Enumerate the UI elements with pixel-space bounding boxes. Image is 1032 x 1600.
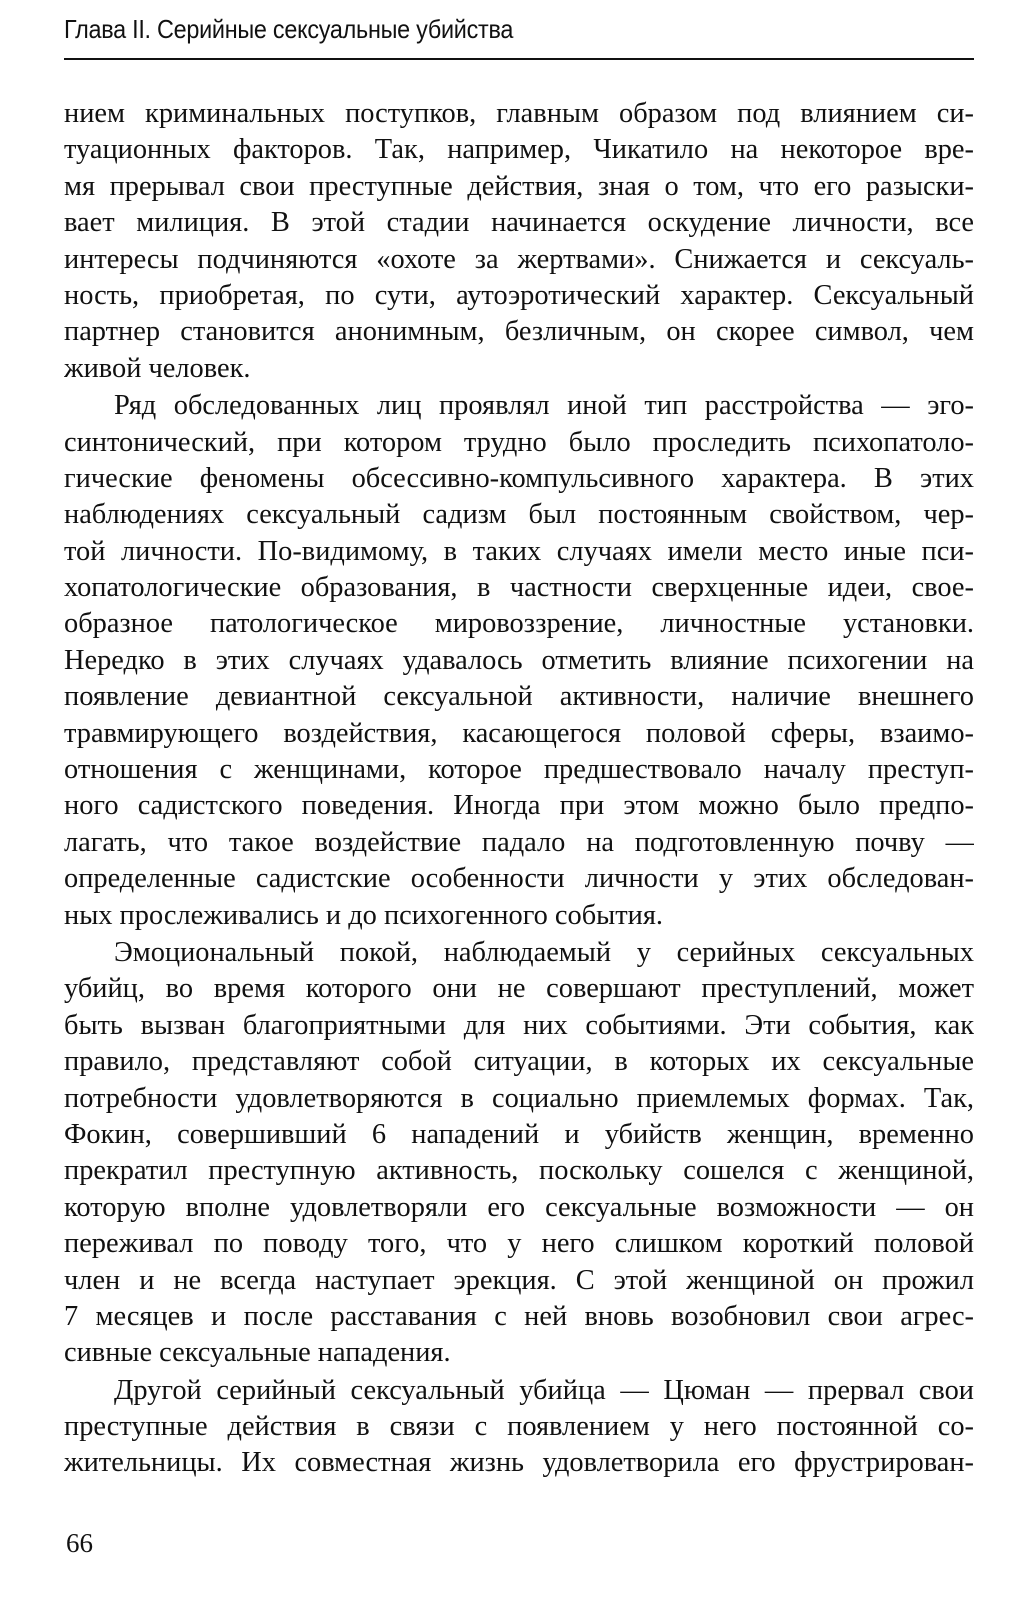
text-line: определенные садистские особенности личности у этих обследован- [64, 863, 974, 895]
text-line: сивные сексуальные нападения. [64, 1337, 451, 1369]
text-line: прекратил преступную активность, поскольку сошелся с женщиной, [64, 1155, 974, 1187]
text-line: убийц, во время которого они не совершают преступлений, может [64, 973, 974, 1005]
text-line: Эмоциональный покой, наблюдаемый у серийных сексуальных [114, 936, 974, 968]
text-line: Фокин, совершивший 6 нападений и убийств женщин, временно [64, 1118, 974, 1150]
text-line: жительницы. Их совместная жизнь удовлетворила его фрустрирован- [64, 1447, 974, 1479]
paragraph-4 [64, 1373, 974, 1482]
text-line: потребности удовлетворяются в социально приемлемых формах. Так, [64, 1082, 974, 1114]
text-line: член и не всегда наступает эрекция. С этой женщиной он прожил [64, 1264, 974, 1296]
text-line: интересы подчиняются «охоте за жертвами». Снижается и сексуаль- [64, 243, 974, 275]
text-line: преступные действия в связи с появлением у него постоянной со- [64, 1411, 974, 1443]
text-line: 7 месяцев и после расставания с ней вновь возобновил свои агрес- [64, 1300, 974, 1332]
paragraph-2 [64, 388, 974, 934]
text-line: лагать, что такое воздействие падало на подготовленную почву — [64, 826, 974, 858]
text-line: переживал по поводу того, что у него слишком короткий половой [64, 1228, 974, 1260]
text-line: мя прерывал свои преступные действия, зная о том, что его разыски- [64, 170, 974, 202]
text-line: Ряд обследованных лиц проявлял иной тип расстройства — эго- [114, 390, 974, 422]
text-line: туационных факторов. Так, например, Чикатило на некоторое вре- [64, 134, 974, 166]
text-line: травмирующего воздействия, касающегося половой сферы, взаимо- [64, 717, 974, 749]
text-line: партнер становится анонимным, безличным, он скорее символ, чем [64, 316, 974, 348]
text-line: отношения с женщинами, которое предшествовало началу преступ- [64, 754, 974, 786]
text-line: синтонический, при котором трудно было проследить психопатоло- [64, 426, 974, 458]
body-text [64, 96, 974, 1482]
text-line: Нередко в этих случаях удавалось отметить влияние психогении на [64, 644, 974, 676]
text-line: гические феномены обсессивно-компульсивного характера. В этих [64, 462, 974, 494]
text-line: ность, приобретая, по сути, аутоэротический характер. Сексуальный [64, 279, 974, 311]
paragraph-1 [64, 96, 974, 387]
text-line: быть вызван благоприятными для них событиями. Эти события, как [64, 1009, 974, 1041]
text-line: ного садистского поведения. Иногда при этом можно было предпо- [64, 790, 974, 822]
text-line: наблюдениях сексуальный садизм был постоянным свойством, чер- [64, 499, 974, 531]
page-number: 66 [66, 1528, 93, 1558]
text-line: нием криминальных поступков, главным образом под влиянием си- [64, 98, 974, 129]
text-line: образное патологическое мировоззрение, личностные установки. [64, 608, 974, 640]
running-head: Глава II. Серийные сексуальные убийства [64, 14, 514, 44]
text-line: той личности. По-видимому, в таких случаях имели место иные пси- [64, 535, 974, 567]
text-line: живой человек. [64, 352, 251, 384]
text-line: вает милиция. В этой стадии начинается оскудение личности, все [64, 207, 974, 239]
text-line: появление девиантной сексуальной активности, наличие внешнего [64, 681, 974, 713]
header-rule [64, 58, 974, 60]
text-line: правило, представляют собой ситуации, в которых их сексуальные [64, 1046, 974, 1078]
paragraph-3 [64, 935, 974, 1372]
text-line: ных прослеживались и до психогенного события. [64, 899, 664, 931]
text-line: Другой серийный сексуальный убийца — Цюман — прервал свои [114, 1374, 974, 1406]
text-line: хопатологические образования, в частности сверхценные идеи, свое- [64, 572, 974, 604]
text-line: которую вполне удовлетворяли его сексуальные возможности — он [64, 1191, 974, 1223]
